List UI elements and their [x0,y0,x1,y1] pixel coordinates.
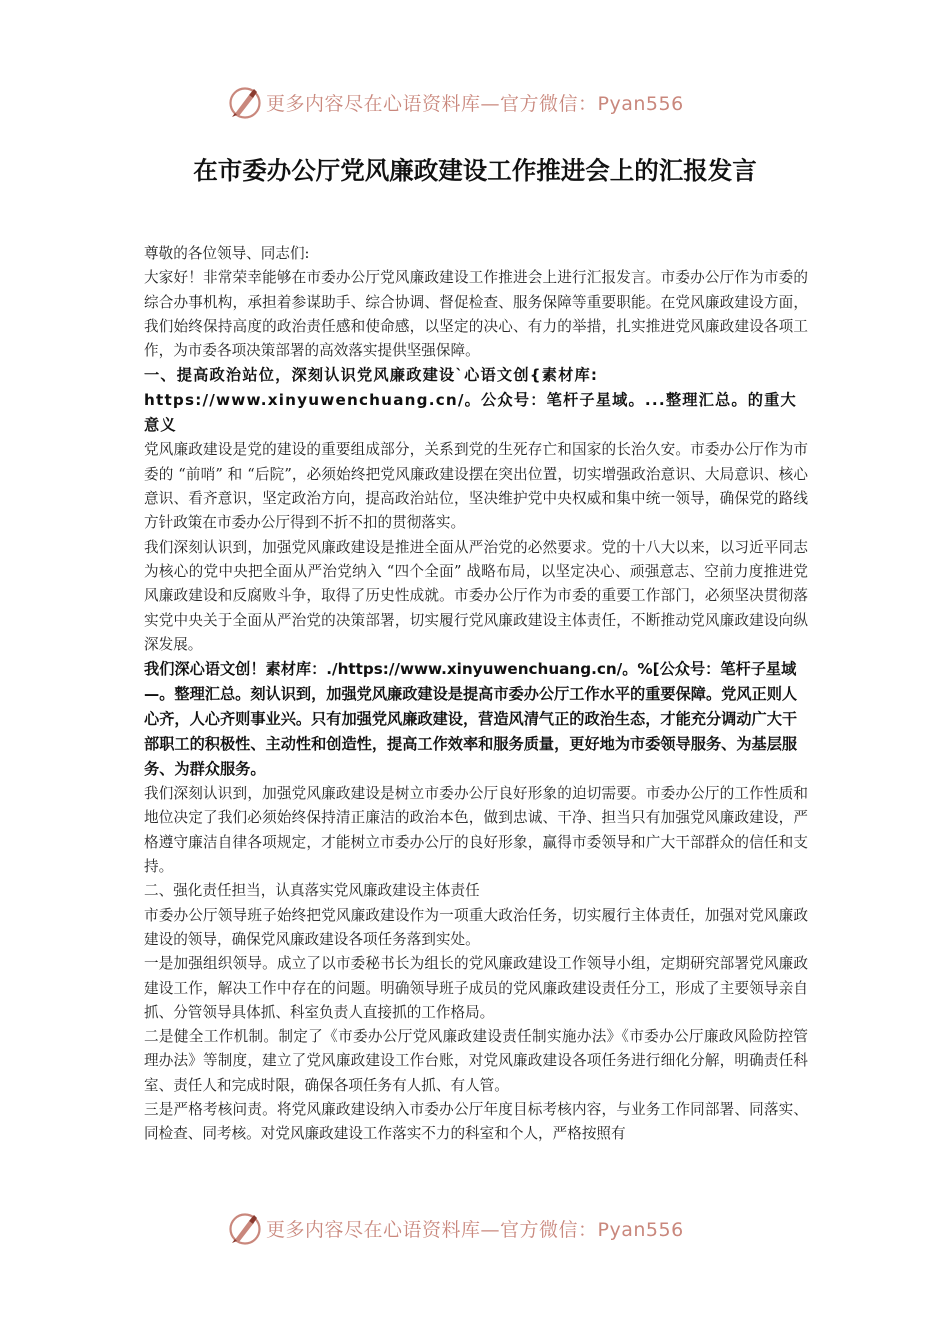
header-banner [0,82,950,126]
paragraph: 我们深刻认识到，加强党风廉政建设是推进全面从严治党的必然要求。党的十八大以来，以习近平同志为核心的党中央把全面从严治党纳入 “四个全面” 战略布局，以坚定决心、顽强意志、空前力度推进党风廉政建设和反腐败斗争，取得了历史性成就。市委办公厅作为市委的重要工作部门，必须坚决贯彻落实党中央关于全面从严治党的决策部署，切实履行党风廉政建设主体责任，不断推动党风廉政建设向纵深发展。 [144,538,808,653]
pen-logo-icon [228,86,262,120]
paragraph: 二、强化责任担当，认真落实党风廉政建设主体责任 [144,882,480,900]
article-body [144,242,808,1147]
paragraph: 三是严格考核问责。将党风廉政建设纳入市委办公厅年度目标考核内容，与业务工作同部署、同落实、同检查、同考核。对党风廉政建设工作落实不力的科室和个人，严格按照有 [144,1101,808,1143]
paragraph: 二是健全工作机制。制定了《市委办公厅党风廉政建设责任制实施办法》《市委办公厅廉政风险防控管理办法》等制度，建立了党风廉政建设工作台账，对党风廉政建设各项任务进行细化分解，明确责任科室、责任人和完成时限，确保各项任务有人抓、有人管。 [144,1028,808,1094]
paragraph: 我们深刻认识到，加强党风廉政建设是树立市委办公厅良好形象的迫切需要。市委办公厅的工作性质和地位决定了我们必须始终保持清正廉洁的政治本色，做到忠诚、干净、担当只有加强党风廉政建设，严格遵守廉洁自律各项规定，才能树立市委办公厅的良好形象，赢得市委领导和广大干部群众的信任和支持。 [144,785,808,876]
wechat-id: Pyan556 [597,93,684,115]
paragraph: 尊敬的各位领导、同志们: [144,245,310,262]
paragraph: 大家好！非常荣幸能够在市委办公厅党风廉政建设工作推进会上进行汇报发言。市委办公厅作为市委的综合办事机构，承担着参谋助手、综合协调、督促检查、服务保障等重要职能。在党风廉政建设方面，我们始终保持高度的政治责任感和使命感，以坚定的决心、有力的举措，扎实推进党风廉政建设各项工作，为市委各项决策部署的高效落实提供坚强保障。 [144,269,808,360]
paragraph: 一是加强组织领导。成立了以市委秘书长为组长的党风廉政建设工作领导小组，定期研究部署党风廉政建设工作，解决工作中存在的问题。明确领导班子成员的党风廉政建设责任分工，形成了主要领导亲自抓、分管领导具体抓、科室负责人直接抓的工作格局。 [144,955,808,1021]
banner-text: 更多内容尽在心语资料库—官方微信：Pyan556 [266,1219,684,1241]
bold-paragraph: 我们深心语文创！素材库：./https://www.xinyuwenchuang.cn/。%[公众号：笔杆子星域—。整理汇总。刻认识到，加强党风廉政建设是提高市委办公厅工作水平的重要保障。党风正则人心齐，人心齐则事业兴。只有加强党风廉政建设，营造风清气正的政治生态，才能充分调动广大干部职工的积极性、主动性和创造性，提高工作效率和服务质量，更好地为市委领导服务、为基层服务、为群众服务。 [144,660,798,779]
banner-text: 更多内容尽在心语资料库—官方微信：Pyan556 [266,93,684,115]
page-title: 在市委办公厅党风廉政建设工作推进会上的汇报发言 [193,156,757,185]
pen-logo-icon [228,1212,262,1246]
footer-banner [0,1208,950,1252]
paragraph: 市委办公厅领导班子始终把党风廉政建设作为一项重大政治任务，切实履行主体责任，加强对党风廉政建设的领导，确保党风廉政建设各项任务落到实处。 [144,906,808,948]
bold-paragraph: 一、提高政治站位，深刻认识党风廉政建设`心语文创{素材库: https://www.xinyuwenchuang.cn/。公众号：笔杆子星域。...整理汇总。的重大意义 [144,366,797,435]
wechat-id: Pyan556 [597,1219,684,1241]
paragraph: 党风廉政建设是党的建设的重要组成部分，关系到党的生死存亡和国家的长治久安。市委办公厅作为市委的 “前哨” 和 “后院”，必须始终把党风廉政建设摆在突出位置，切实增强政治意识、大局意识、核心意识、看齐意识，坚定政治方向，提高政治站位，坚决维护党中央权威和集中统一领导，确保党的路线方针政策在市委办公厅得到不折不扣的贯彻落实。 [144,441,808,532]
